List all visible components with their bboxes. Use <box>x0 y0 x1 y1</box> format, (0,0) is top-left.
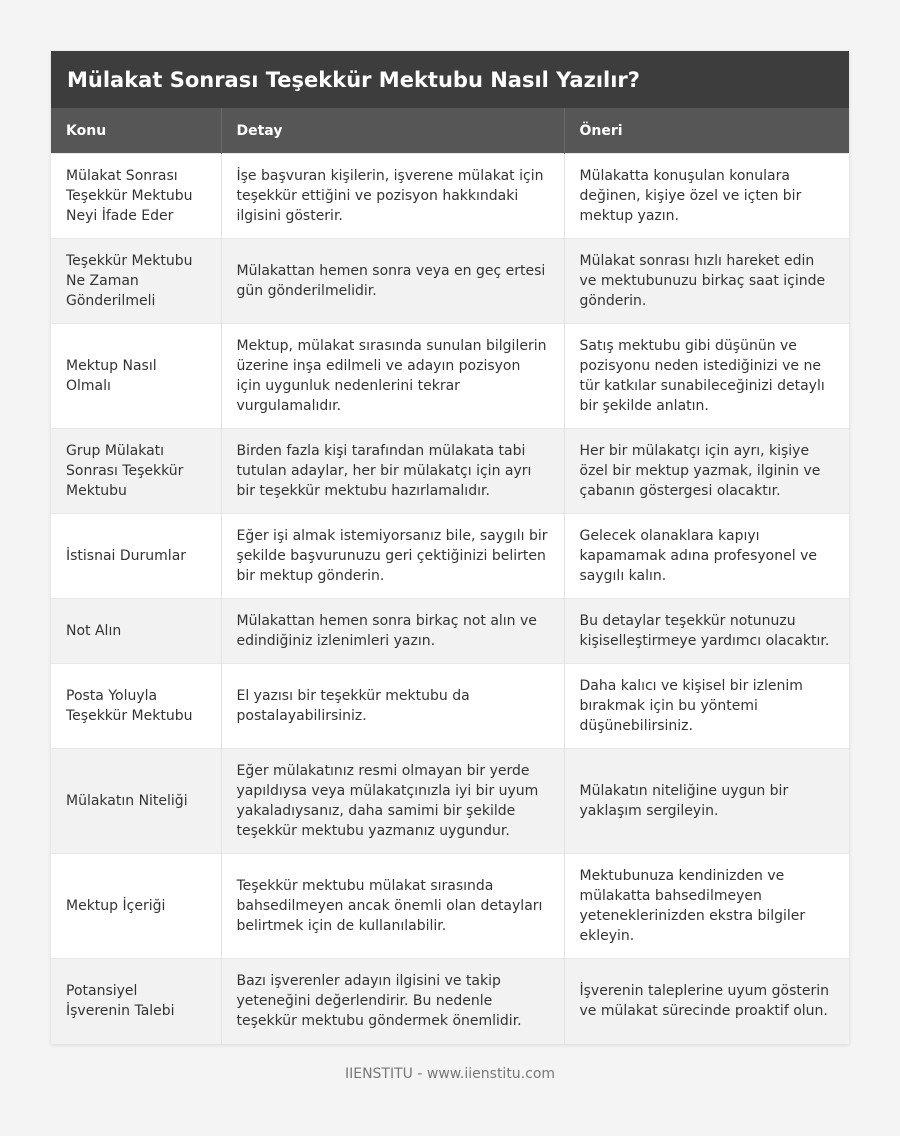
cell-detay: Eğer işi almak istemiyorsanız bile, saygılı bir şekilde başvurunuzu geri çektiğinizi belirten bir mektup gönderin. <box>221 514 564 599</box>
cell-oneri: Gelecek olanaklara kapıyı kapamamak adına profesyonel ve saygılı kalın. <box>564 514 849 599</box>
table-row <box>51 239 849 324</box>
cell-oneri: Bu detaylar teşekkür notunuzu kişiselleştirmeye yardımcı olacaktır. <box>564 599 849 664</box>
table-row <box>51 514 849 599</box>
cell-konu: Not Alın <box>51 599 221 664</box>
header-oneri: Öneri <box>564 108 849 154</box>
footer-credit: IIENSTITU - www.iienstitu.com <box>344 1066 556 1082</box>
cell-konu: Teşekkür Mektubu Ne Zaman Gönderilmeli <box>51 239 221 324</box>
header-row <box>51 108 849 154</box>
table-row <box>51 154 849 239</box>
cell-konu: Mülakat Sonrası Teşekkür Mektubu Neyi İfade Eder <box>51 154 221 239</box>
cell-oneri: Satış mektubu gibi düşünün ve pozisyonu neden istediğinizi ve ne tür katkılar sunabileceğinizi detaylı bir şekilde anlatın. <box>564 324 849 429</box>
table-row <box>51 429 849 514</box>
cell-oneri: İşverenin taleplerine uyum gösterin ve mülakat sürecinde proaktif olun. <box>564 959 849 1044</box>
cell-detay: Birden fazla kişi tarafından mülakata tabi tutulan adaylar, her bir mülakatçı için ayrı bir teşekkür mektubu hazırlamalıdır. <box>221 429 564 514</box>
cell-detay: İşe başvuran kişilerin, işverene mülakat için teşekkür ettiğini ve pozisyon hakkındaki ilgisini gösterir. <box>221 154 564 239</box>
cell-konu: Mektup İçeriği <box>51 854 221 959</box>
cell-oneri: Mülakat sonrası hızlı hareket edin ve mektubunuzu birkaç saat içinde gönderin. <box>564 239 849 324</box>
cell-konu: Mülakatın Niteliği <box>51 749 221 854</box>
cell-konu: Potansiyel İşverenin Talebi <box>51 959 221 1044</box>
cell-detay: El yazısı bir teşekkür mektubu da postalayabilirsiniz. <box>221 664 564 749</box>
header-konu: Konu <box>51 108 221 154</box>
cell-oneri: Daha kalıcı ve kişisel bir izlenim bırakmak için bu yöntemi düşünebilirsiniz. <box>564 664 849 749</box>
cell-konu: Grup Mülakatı Sonrası Teşekkür Mektubu <box>51 429 221 514</box>
cell-oneri: Mülakatta konuşulan konulara değinen, kişiye özel ve içten bir mektup yazın. <box>564 154 849 239</box>
header-detay: Detay <box>221 108 564 154</box>
title-bar <box>51 51 849 108</box>
cell-detay: Bazı işverenler adayın ilgisini ve takip yeteneğini değerlendirir. Bu nedenle teşekkür mektubu göndermek önemlidir. <box>221 959 564 1044</box>
info-table <box>51 108 849 1044</box>
table-row <box>51 324 849 429</box>
content-card <box>51 51 849 1044</box>
table-row <box>51 854 849 959</box>
cell-detay: Teşekkür mektubu mülakat sırasında bahsedilmeyen ancak önemli olan detayları belirtmek için de kullanılabilir. <box>221 854 564 959</box>
cell-oneri: Mektubunuza kendinizden ve mülakatta bahsedilmeyen yeteneklerinizden ekstra bilgiler ekleyin. <box>564 854 849 959</box>
cell-detay: Mülakattan hemen sonra veya en geç ertesi gün gönderilmelidir. <box>221 239 564 324</box>
cell-detay: Mektup, mülakat sırasında sunulan bilgilerin üzerine inşa edilmeli ve adayın pozisyon için uygunluk nedenlerini tekrar vurgulamalıdır. <box>221 324 564 429</box>
page-title: Mülakat Sonrası Teşekkür Mektubu Nasıl Yazılır? <box>67 67 640 92</box>
cell-detay: Eğer mülakatınız resmi olmayan bir yerde yapıldıysa veya mülakatçınızla iyi bir uyum yakaladıysanız, daha samimi bir şekilde teşekkür mektubu yazmanız uygundur. <box>221 749 564 854</box>
cell-konu: Posta Yoluyla Teşekkür Mektubu <box>51 664 221 749</box>
cell-konu: İstisnai Durumlar <box>51 514 221 599</box>
table-row <box>51 749 849 854</box>
table-body <box>51 154 849 1044</box>
cell-detay: Mülakattan hemen sonra birkaç not alın ve edindiğiniz izlenimleri yazın. <box>221 599 564 664</box>
table-row <box>51 599 849 664</box>
table-row <box>51 959 849 1044</box>
cell-konu: Mektup Nasıl Olmalı <box>51 324 221 429</box>
table-row <box>51 664 849 749</box>
table-header <box>51 108 849 154</box>
cell-oneri: Her bir mülakatçı için ayrı, kişiye özel bir mektup yazmak, ilginin ve çabanın göstergesi olacaktır. <box>564 429 849 514</box>
cell-oneri: Mülakatın niteliğine uygun bir yaklaşım sergileyin. <box>564 749 849 854</box>
